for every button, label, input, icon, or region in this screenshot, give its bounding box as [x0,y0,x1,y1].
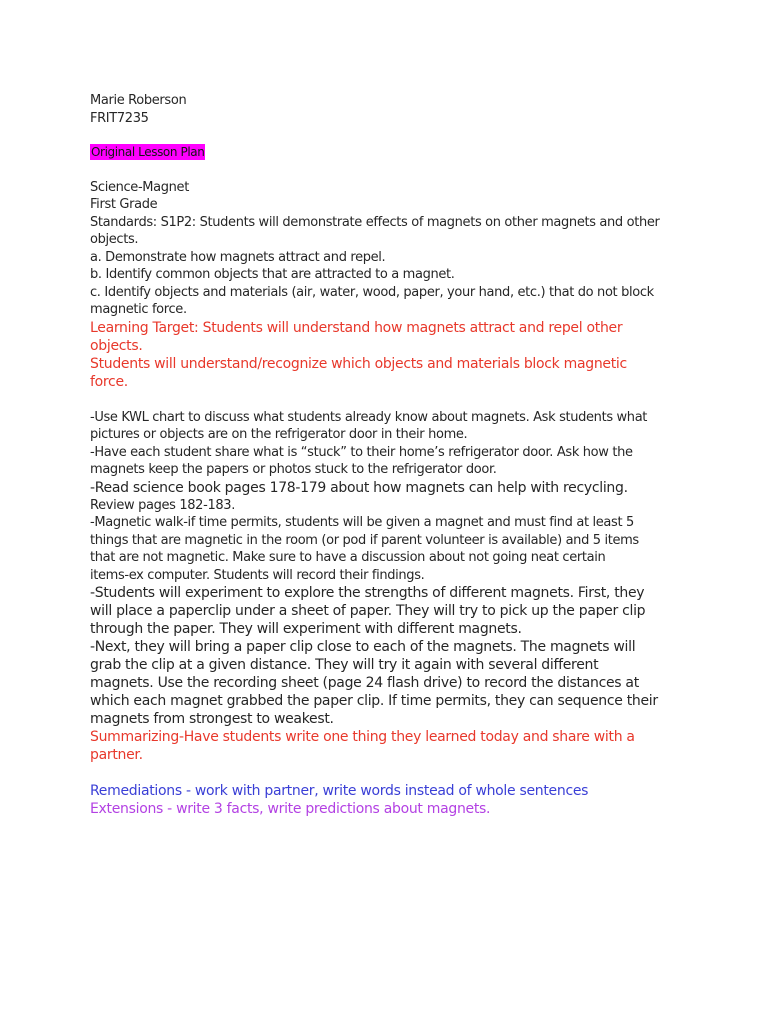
standards-line: Standards: S1P2: Students will demonstrate effects of magnets on other magnets and other [90,214,660,230]
learning-target-line: Students will understand/recognize which objects and materials block magnetic [90,355,627,372]
summarizing-line: Summarizing-Have students write one thing they learned today and share with a [90,729,635,745]
experiment-line: magnets from strongest to weakest. [90,711,334,727]
grade-line: First Grade [90,197,158,212]
reading-line: -Read science book pages 178-179 about how magnets can help with recycling. [90,479,628,496]
extensions-line: Extensions - write 3 facts, write predictions about magnets. [90,801,491,817]
experiment-line: will place a paperclip under a sheet of paper. They will try to pick up the paper clip [90,603,646,619]
standards-line: b. Identify common objects that are attracted to a magnet. [90,267,455,282]
experiment-line: -Students will experiment to explore the strengths of different magnets. First, they [90,585,645,601]
highlight-title: Original Lesson Plan [91,145,205,159]
activity-line: magnets keep the papers or photos stuck to the refrigerator door. [90,462,497,477]
activity-line: -Use KWL chart to discuss what students already know about magnets. Ask students what [90,409,648,425]
remediations-line: Remediations - work with partner, write words instead of whole sentences [90,783,589,799]
walk-line: Review pages 182-183. [90,497,235,513]
standards-line: c. Identify objects and materials (air, water, wood, paper, your hand, etc.) that do not block [90,284,654,300]
experiment-line: -Next, they will bring a paper clip close to each of the magnets. The magnets will [90,639,636,655]
learning-target-line: Learning Target: Students will understand how magnets attract and repel other [90,319,623,336]
standards-line: objects. [90,232,139,247]
walk-line: that are not magnetic. Make sure to have a discussion about not going neat certain [90,550,606,565]
walk-line: things that are magnetic in the room (or pod if parent volunteer is available) and 5 items [90,532,639,548]
experiment-line: magnets. Use the recording sheet (page 24 flash drive) to record the distances at [90,675,639,691]
experiment-line: which each magnet grabbed the paper clip. If time permits, they can sequence their [90,693,658,709]
standards-block [90,214,690,319]
learning-target-block [90,319,690,391]
standards-line: magnetic force. [90,302,187,317]
experiment-line: grab the clip at a given distance. They will try it again with several different [90,657,599,673]
section-heading [90,144,690,162]
walk-line: -Magnetic walk-if time permits, students will be given a magnet and must find at least 5 [90,515,634,530]
subject-line: Science-Magnet [90,179,189,195]
author-name: Marie Roberson [90,93,187,108]
activity-line: pictures or objects are on the refrigerator door in their home. [90,427,468,442]
standards-line: a. Demonstrate how magnets attract and repel. [90,249,386,265]
learning-target-line: objects. [90,337,143,354]
course-code: FRIT7235 [90,110,149,126]
experiment-line: through the paper. They will experiment with different magnets. [90,621,522,637]
activities-block [90,409,690,765]
learning-target-line: force. [90,373,128,390]
activity-line: -Have each student share what is “stuck” to their home’s refrigerator door. Ask how the [90,444,633,460]
walk-line: items-ex computer. Students will record their findings. [90,567,425,583]
document-page [90,92,690,818]
summarizing-line: partner. [90,747,143,763]
